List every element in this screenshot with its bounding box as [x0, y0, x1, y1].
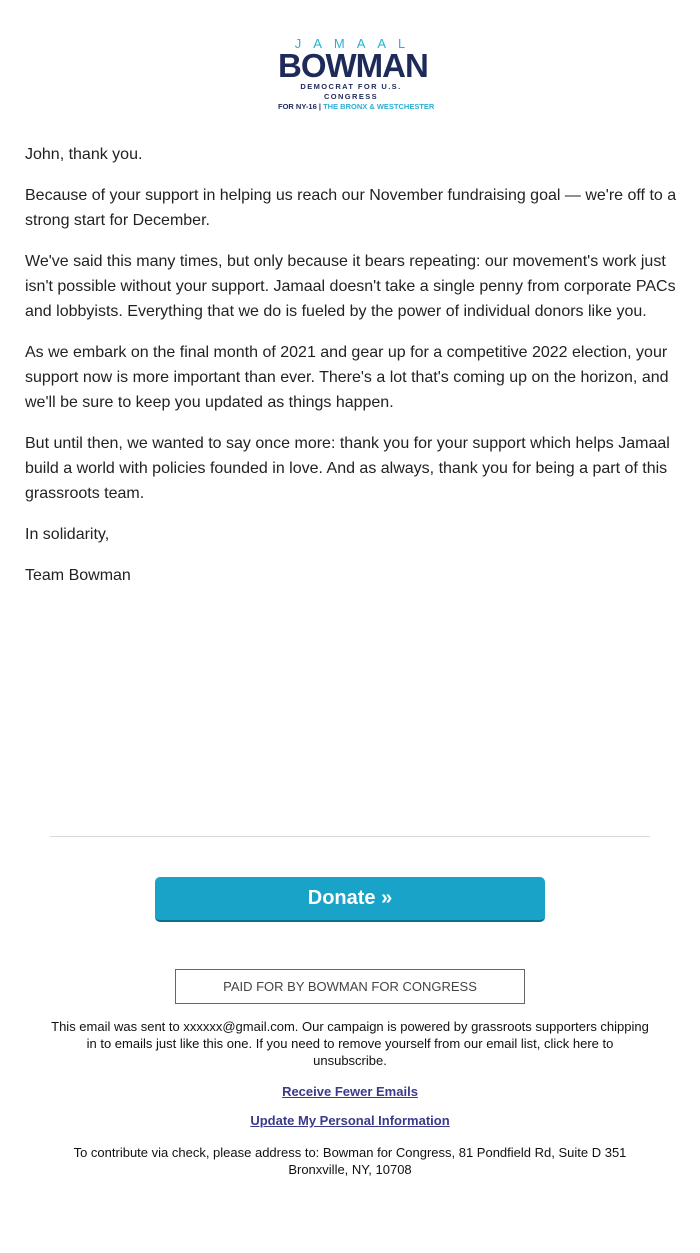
paid-for-disclaimer: PAID FOR BY BOWMAN FOR CONGRESS — [175, 969, 525, 1004]
logo-subtitle: DEMOCRAT FOR U.S. CONGRESS — [300, 82, 402, 101]
logo-area: THE BRONX & WESTCHESTER — [323, 102, 435, 111]
paragraph-3: As we embark on the final month of 2021 and gear up for a competitive 2022 election, your support now is more important than ever. There's a lot that's coming up on the horizon, and we'll be sure to keep you updated as things happen. — [25, 344, 669, 411]
address-line-2: Bronxville, NY, 10708 — [288, 1162, 412, 1177]
update-personal-info-link[interactable]: Update My Personal Information — [250, 1113, 450, 1128]
unsubscribe-notice[interactable]: This email was sent to xxxxxx@gmail.com. Our campaign is powered by grassroots supporters chipping in to emails just like this one. If you need to remove yourself from our email list, click here to unsubscribe. — [51, 1019, 649, 1068]
paragraph-1: Because of your support in helping us reach our November fundraising goal — we're off to a strong start for December. — [25, 187, 677, 229]
logo-first-name: JAMAAL — [294, 36, 418, 51]
signature: Team Bowman — [25, 567, 131, 584]
campaign-logo — [278, 36, 435, 111]
email-footer — [50, 1018, 650, 1178]
logo-separator: | — [318, 102, 321, 111]
logo-district: FOR NY-16 — [278, 102, 317, 111]
paragraph-4: But until then, we wanted to say once more: thank you for your support which helps Jamaal build a world with policies founded in love. And as always, thank you for being a part of this grassroots team. — [25, 435, 670, 502]
logo-district-line — [278, 102, 435, 112]
receive-fewer-emails-link[interactable]: Receive Fewer Emails — [282, 1084, 418, 1099]
greeting: John, thank you. — [25, 146, 143, 163]
email-body — [25, 142, 680, 604]
closing: In solidarity, — [25, 526, 110, 543]
address-line-1: To contribute via check, please address to: Bowman for Congress, 81 Pondfield Rd, Suite D 351 — [73, 1145, 627, 1160]
mailing-address — [50, 1144, 650, 1178]
logo-last-name: BOWMAN — [278, 47, 428, 84]
donate-button[interactable]: Donate » — [155, 877, 545, 922]
section-divider — [50, 836, 650, 837]
paragraph-2: We've said this many times, but only because it bears repeating: our movement's work just isn't possible without your support. Jamaal doesn't take a single penny from corporate PACs and lobbyists. Everything that we do is fueled by the power of individual donors like you. — [25, 253, 676, 320]
